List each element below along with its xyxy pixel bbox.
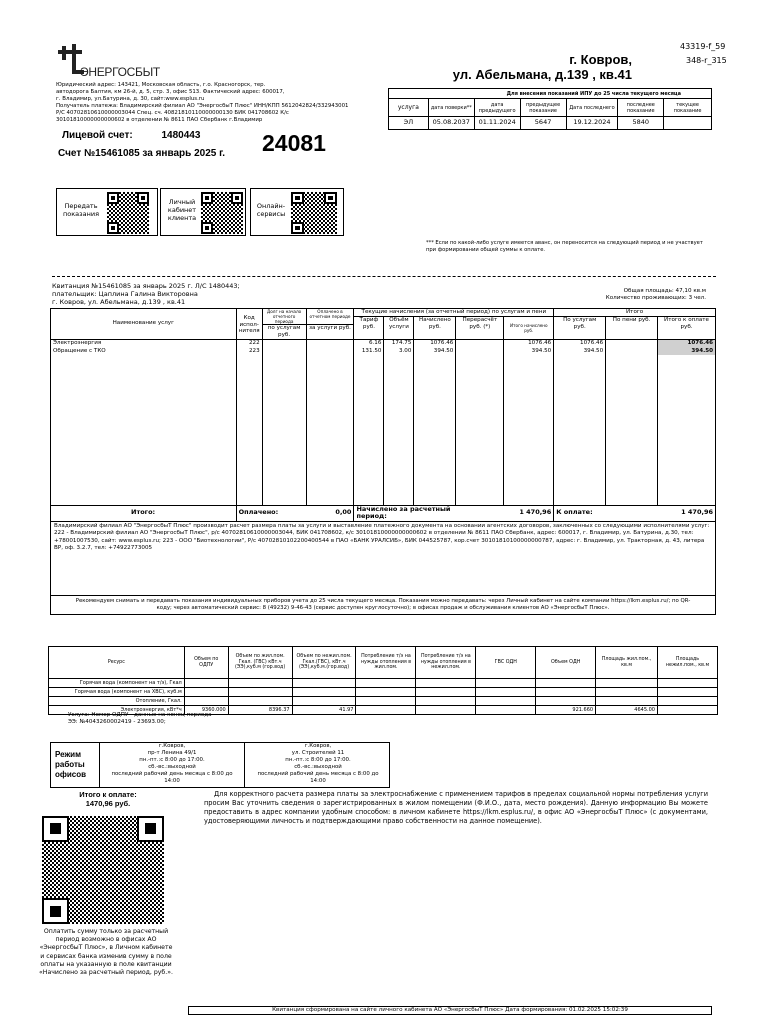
row-tariff: 131.50 xyxy=(354,347,384,355)
meter-header: последнее показание xyxy=(618,99,664,117)
row-total: 394.50 xyxy=(504,347,554,355)
row-to-pay: 1076.46 xyxy=(658,339,716,347)
qr-box-submit-readings[interactable] xyxy=(56,188,158,236)
header-service: Наименование услуг xyxy=(51,309,237,340)
resource-cell xyxy=(184,697,228,706)
code-sub: 348-r_315 xyxy=(686,56,727,65)
resource-header: Объем ОДН xyxy=(536,647,596,679)
meter-header: Дата последнего xyxy=(566,99,618,117)
row-paid xyxy=(306,347,354,355)
resource-cell xyxy=(476,697,536,706)
resource-cell xyxy=(416,706,476,715)
resource-cell xyxy=(657,688,717,697)
total-label: Итого: xyxy=(51,505,237,522)
resource-cell xyxy=(657,706,717,715)
resource-cell: 41.97 xyxy=(292,706,356,715)
paid-label: Оплачено: xyxy=(236,505,306,522)
resource-cell xyxy=(657,697,717,706)
provider-info: Владимирский филиал АО "ЭнергосбыТ Плюс" производит расчет размера платы за услуги и выставление платежного документа на основании агентских договоров, заключенных со следующими исполнителями услуг: 222 - Владимирский филиал АО "ЭнергосбыТ Плюс", р/с 40702810610000003044, БИК 041708602, к/с 30101810000000000602 в отделении № 8611 ПАО Сбербанк, адрес: 600017, г. Владимир, ул. Батурина, д.30, тел: +78001007530, сайт: www.esplus.ru; 223 - ООО "Биотехнологии", Р/с 40702810102200400544 в ПАО «БАНК УРАЛСИБ», БИК 044525787, кор.счет 30101810100000000787, адрес: г. Владимир, ул. Тракторная, д. 43, литера ВР, оф. 3.2.7, тел: +74922773005 xyxy=(51,522,716,596)
receipt-payer: плательщик: Цаплина Галина Викторовна xyxy=(52,290,198,298)
meter-header: предыдущее показание xyxy=(520,99,566,117)
header-debt-by-services: по услугам руб. xyxy=(262,325,306,339)
charged-value: 1 470,96 xyxy=(456,505,554,522)
resource-cell: 4645.00 xyxy=(596,706,658,715)
office-address: пр-т Ленина 49/1 xyxy=(147,750,197,756)
resources-table xyxy=(48,646,718,715)
row-recalc xyxy=(456,347,504,355)
meter-table xyxy=(388,88,712,130)
cut-line xyxy=(52,276,716,277)
table-row xyxy=(49,679,718,688)
resource-cell xyxy=(292,679,356,688)
resource-cell xyxy=(536,688,596,697)
meter-header: текущее показание xyxy=(664,99,712,117)
resource-cell xyxy=(228,688,292,697)
resource-header: Ресурс xyxy=(49,647,185,679)
resource-cell xyxy=(356,697,416,706)
resource-note: Услуга: Номер ОДПУ - данные на конец периода xyxy=(68,712,212,718)
meter-cell: 05.08.2037 xyxy=(428,117,474,130)
resource-cell xyxy=(416,679,476,688)
resource-header: Объем по нежил.пом. Гкал.(ГВС), кВт.ч (ЭЭ),куб.м.(гор.вод) xyxy=(292,647,356,679)
resource-note: ЭЭ: №4043260002419 - 23693.00; xyxy=(68,719,166,725)
resource-cell: 921.660 xyxy=(536,706,596,715)
office-hours: пн.-пт.:с 8:00 до 17:00. xyxy=(285,757,351,763)
offices-block xyxy=(50,742,390,788)
legal-line: Юридический адрес: 143421, Московская область, г.о. Красногорск, тер. xyxy=(56,82,266,88)
resource-cell xyxy=(596,679,658,688)
resource-header: Объем по жил.пом. Гкал. (ГВС) кВт.ч (ЭЭ),куб.м (гор.вод) xyxy=(228,647,292,679)
office-weekend: сб.-вс.:выходной xyxy=(148,764,196,770)
bill-title: Счет №15461085 за январь 2025 г. xyxy=(58,148,226,159)
resource-cell xyxy=(536,679,596,688)
legal-info xyxy=(56,82,386,124)
resource-cell xyxy=(356,688,416,697)
advance-note: *** Если по какой-либо услуге имеется аванс, он переносится на следующий период и не участвует при формировании общей суммы к оплате. xyxy=(426,240,703,253)
header-total-charged: Итого начислено руб. xyxy=(504,317,554,340)
resource-name: Отопление, Гкал. xyxy=(49,697,185,706)
meter-cell: 19.12.2024 xyxy=(566,117,618,130)
code-top: 43319-f_59 xyxy=(680,42,726,51)
office-last-day-time: 14:00 xyxy=(164,778,180,784)
resource-cell xyxy=(416,697,476,706)
resource-cell xyxy=(596,697,658,706)
header-charged: Начислено руб. xyxy=(414,317,456,340)
row-penalty xyxy=(606,339,658,347)
row-total: 1076.46 xyxy=(504,339,554,347)
office-last-day: последний рабочий день месяца с 8:00 до xyxy=(257,771,379,777)
resource-cell xyxy=(476,679,536,688)
table-row-empty xyxy=(51,355,716,505)
account-label: Лицевой счет: xyxy=(62,130,133,141)
legal-line: Получатель платежа: Владимирский филиал АО "ЭнергосбыТ Плюс" ИНН/КПП 5612042824/332943001 xyxy=(56,103,349,109)
payment-qr-code-icon[interactable] xyxy=(42,816,164,924)
row-recalc xyxy=(456,339,504,347)
header-to-pay: Итого к оплате руб. xyxy=(658,317,716,340)
office-city: г.Ковров, xyxy=(158,743,186,749)
to-pay-label: К оплате: xyxy=(554,505,606,522)
table-row xyxy=(49,697,718,706)
qr-code-icon xyxy=(201,192,243,234)
address-city: г. Ковров, xyxy=(569,52,632,67)
resource-cell: 9360.000 xyxy=(184,706,228,715)
total-area: Общая площадь: 47,10 кв.м xyxy=(623,288,706,294)
offices-title: Режим работы офисов xyxy=(55,750,87,779)
resource-cell xyxy=(476,688,536,697)
footer-generated: Квитанция сформирована на сайте личного кабинета АО «ЭнергосбыТ Плюс» Дата формирования: 01.02.2025 15:02:39 xyxy=(188,1006,712,1015)
row-paid xyxy=(306,339,354,347)
account-number: 1480443 xyxy=(161,130,201,141)
header-current-charges: Текущие начисления (за отчетный период) по услугам и пени xyxy=(354,309,554,317)
payment-info: Для корректного расчета размера платы за электроснабжение с применением тарифов в пределах социальной нормы потребления услуги просим Вас уточнить сведения о зарегистрированных в жилом помещении (Ф.И.О., дата, место рождения). Данную информацию Вы можете предоставить в адрес компании удобным способом: в личном кабинете https://lkm.esplus.ru/, в офис АО «ЭнергосбыТ Плюс» (с документами, удостоверяющими личность и подтверждающими право собственности на данное помещение). xyxy=(204,790,708,825)
recommendation-text: Рекомендуем снимать и передавать показания индивидуальных приборов учета до 25 числа текущего месяца. Показания можно передавать: через Личный кабинет на сайте компании https://lkm.esplus.ru/; по QR-коду; через автоматический сервис: 8 (49232) 9-46-43 (сервис доступен круглосуточно); в офисах продаж и обслуживания клиентов АО «ЭнергосбыТ Плюс». xyxy=(51,596,716,615)
header-by-services: По услугам руб. xyxy=(554,317,606,340)
qr-box-label: Личный кабинет клиента xyxy=(167,198,197,222)
brand-name: ЭНЕРГОСБЫТ xyxy=(80,65,160,79)
meter-title: Для внесения показаний ИПУ до 25 числа текущего месяца xyxy=(389,89,712,99)
office-address: ул. Строителей 11 xyxy=(291,750,345,756)
address-block xyxy=(380,52,632,82)
receipt-address: г. Ковров, ул. Абельмана, д.139 , кв.41 xyxy=(52,298,186,306)
meter-header: дата предыдущего xyxy=(474,99,520,117)
resource-header: Потребление т/э на нужды отопления в жил.пом. xyxy=(356,647,416,679)
legal-line: г. Владимир, ул.Батурина, д. 30, сайт:www.esplus.ru xyxy=(56,96,205,102)
office-weekend: сб.-вс.:выходной xyxy=(294,764,342,770)
payment-total xyxy=(40,790,176,808)
qr-box-label: Передать показания xyxy=(63,202,99,218)
residents-count: Количество проживающих: 3 чел. xyxy=(605,295,706,301)
header-codes xyxy=(680,40,760,68)
resource-header: Площадь нежил.пом., кв.м xyxy=(657,647,717,679)
payment-note: Оплатить сумму только за расчетный период возможно в офисах АО «ЭнергосбыТ Плюс», в Личном кабинете и сервисах банка изменив сумму в поле оплаты на указанную в поле квитанции «Начислено за расчетный период, руб.». xyxy=(39,928,173,977)
resource-cell xyxy=(657,679,717,688)
row-by-services: 1076.46 xyxy=(554,339,606,347)
row-code: 223 xyxy=(236,347,262,355)
row-charged: 1076.46 xyxy=(414,339,456,347)
resource-name: Горячая вода (компонент на т/э), Гкал xyxy=(49,679,185,688)
resource-header: ГВС ОДН xyxy=(476,647,536,679)
meter-header: услуга xyxy=(389,99,429,117)
resource-cell: 8396.37 xyxy=(228,706,292,715)
resource-notes xyxy=(68,712,212,726)
meter-header: дата поверки** xyxy=(428,99,474,117)
header-tariff: Тариф руб. xyxy=(354,317,384,340)
table-row xyxy=(51,347,716,355)
qr-code-icon xyxy=(291,192,337,234)
charged-label: Начислено за расчетный период: xyxy=(354,505,456,522)
row-debt xyxy=(262,347,306,355)
receipt-line: Квитанция №15461085 за январь 2025 г. Л/С 1480443; xyxy=(52,282,240,290)
qr-box-personal-account[interactable] xyxy=(160,188,246,236)
header-by-penalty: По пени руб. xyxy=(606,317,658,340)
charges-table xyxy=(50,308,716,615)
meter-cell: 01.11.2024 xyxy=(474,117,520,130)
resource-cell xyxy=(184,679,228,688)
resource-cell xyxy=(292,697,356,706)
row-volume: 174.75 xyxy=(384,339,414,347)
to-pay-value: 1 470,96 xyxy=(606,505,716,522)
resource-cell xyxy=(228,697,292,706)
receipt-area-info xyxy=(520,288,706,302)
row-to-pay: 394.50 xyxy=(658,347,716,355)
office-1 xyxy=(99,743,245,787)
big-number: 24081 xyxy=(262,130,326,156)
logo xyxy=(56,44,176,80)
legal-line: 30101810000000000602 в отделении № 8611 ПАО Сбербанк г.Владимир xyxy=(56,117,263,123)
header-paid-for-services: за услуги руб. xyxy=(306,325,354,339)
resource-header: Объем по ОДПУ xyxy=(184,647,228,679)
payment-total-value: 1470,96 руб. xyxy=(85,799,131,808)
row-service-name: Обращение с ТКО xyxy=(51,347,237,355)
office-city: г.Ковров, xyxy=(304,743,332,749)
paid-value: 0,00 xyxy=(306,505,354,522)
resource-cell xyxy=(596,688,658,697)
row-tariff: 6.16 xyxy=(354,339,384,347)
resource-name: Горячая вода (компонент на ХВС), куб.м xyxy=(49,688,185,697)
meter-input-current[interactable] xyxy=(664,117,712,130)
row-charged: 394.50 xyxy=(414,347,456,355)
meter-cell: ЭЛ xyxy=(389,117,429,130)
legal-line: автодорога Балтия, км 26-й, д. 5, стр. 3, офис 513. Фактический адрес: 600017, xyxy=(56,89,285,95)
qr-code-icon xyxy=(107,192,149,234)
resource-header: Потребление т/э на нужды отопления в нежил.пом. xyxy=(416,647,476,679)
totals-row xyxy=(51,505,716,522)
resource-cell xyxy=(356,706,416,715)
payment-total-label: Итого к оплате: xyxy=(79,790,137,799)
resource-cell xyxy=(536,697,596,706)
resource-cell xyxy=(416,688,476,697)
resource-cell xyxy=(228,679,292,688)
account-row xyxy=(62,130,200,142)
resource-name: Электроэнергия, кВт*ч xyxy=(49,706,185,715)
meter-cell: 5647 xyxy=(520,117,566,130)
header-code: Код испол-нителя xyxy=(236,309,262,340)
qr-box-online-services[interactable] xyxy=(250,188,344,236)
header-debt-start: Долг на начало отчетного периода xyxy=(262,309,306,325)
office-last-day: последний рабочий день месяца с 8:00 до xyxy=(111,771,233,777)
legal-line: Р/С 40702810610000003044 Спец. сч. 40821810110000000130 БИК 041708602 К/с xyxy=(56,110,289,116)
row-volume: 3.00 xyxy=(384,347,414,355)
table-row xyxy=(49,688,718,697)
header-paid: Оплачено в отчетном периоде xyxy=(306,309,354,325)
office-hours: пн.-пт.:с 8:00 до 17:00. xyxy=(139,757,205,763)
row-by-services: 394.50 xyxy=(554,347,606,355)
row-code: 222 xyxy=(236,339,262,347)
table-row xyxy=(51,339,716,347)
receipt-info xyxy=(52,282,352,306)
meter-table-wrap xyxy=(388,88,712,130)
resource-cell xyxy=(356,679,416,688)
qr-box-label: Онлайн-сервисы xyxy=(256,202,286,218)
resource-header: Площадь жил.пом., кв.м xyxy=(596,647,658,679)
resource-cell xyxy=(292,688,356,697)
row-service-name: Электроэнергия xyxy=(51,339,237,347)
header-itogo: Итого xyxy=(554,309,716,317)
meter-cell: 5840 xyxy=(618,117,664,130)
resource-cell xyxy=(184,688,228,697)
office-last-day-time: 14:00 xyxy=(310,778,326,784)
row-penalty xyxy=(606,347,658,355)
header-recalc: Перерасчёт руб. (*) xyxy=(456,317,504,340)
header-volume: Объём услуги xyxy=(384,317,414,340)
resource-cell xyxy=(476,706,536,715)
row-debt xyxy=(262,339,306,347)
address-street: ул. Абельмана, д.139 , кв.41 xyxy=(452,67,632,82)
office-2 xyxy=(247,743,389,787)
